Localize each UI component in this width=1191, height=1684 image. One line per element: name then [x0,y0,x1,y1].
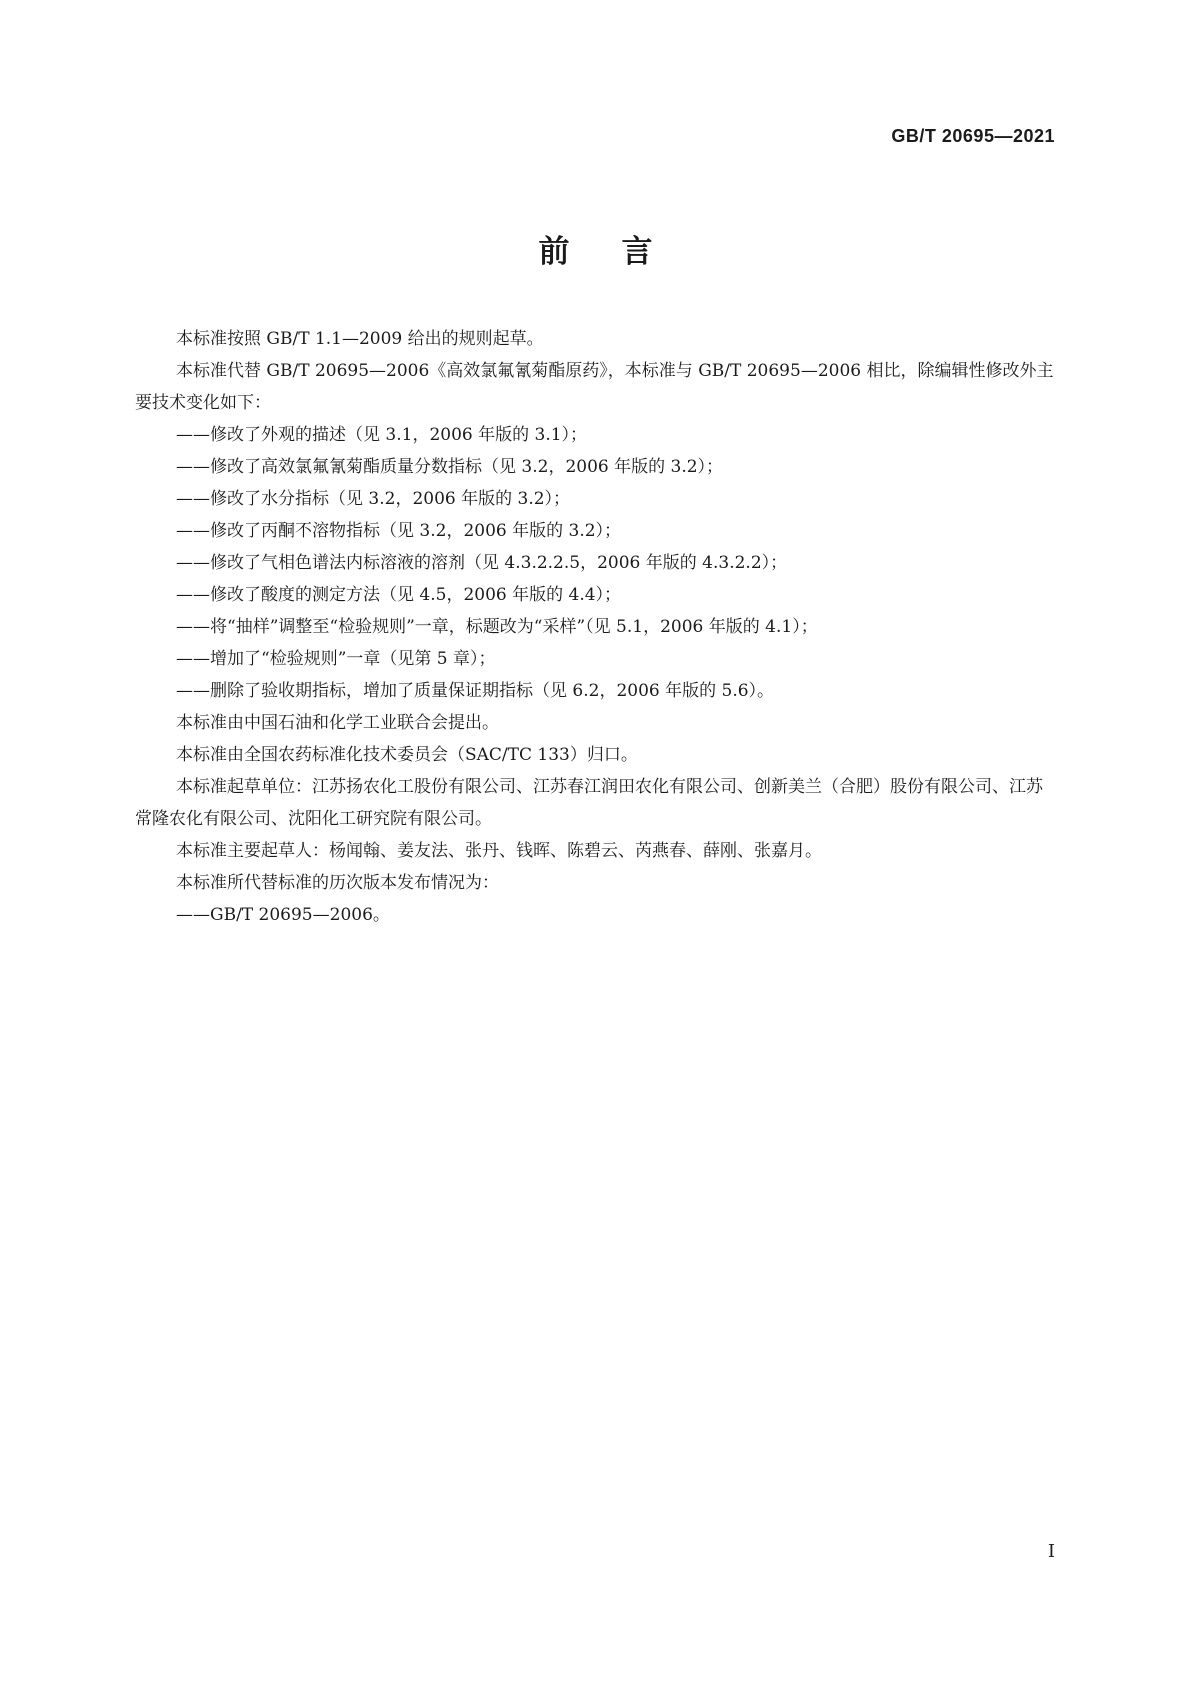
change-item: ——删除了验收期指标，增加了质量保证期指标（见 6.2，2006 年版的 5.6）。 [176,681,775,701]
paragraph: 本标准代替 GB/T 20695—2006《高效氯氟氰菊酯原药》，本标准与 GB/T 20695—2006 相比，除编辑性修改外主要技术变化如下： [135,361,1054,413]
standard-code: GB/T 20695—2021 [891,126,1055,146]
paragraph: 本标准由全国农药标准化技术委员会（SAC/TC 133）归口。 [176,745,638,765]
paragraph: 本标准起草单位：江苏扬农化工股份有限公司、江苏春江润田农化有限公司、创新美兰（合肥）股份有限公司、江苏常隆农化有限公司、沈阳化工研究院有限公司。 [135,777,1043,829]
foreword-body [135,323,1057,931]
change-item: ——修改了丙酮不溶物指标（见 3.2，2006 年版的 3.2）； [176,521,622,541]
paragraph: 本标准按照 GB/T 1.1—2009 给出的规则起草。 [176,329,544,349]
change-item: ——修改了水分指标（见 3.2，2006 年版的 3.2）； [176,489,571,509]
change-item: ——修改了外观的描述（见 3.1，2006 年版的 3.1）； [176,425,588,445]
change-item: ——修改了气相色谱法内标溶液的溶剂（见 4.3.2.2.5，2006 年版的 4.3.2.2）； [176,553,788,573]
paragraph: 本标准由中国石油和化学工业联合会提出。 [176,713,499,733]
paragraph: 本标准主要起草人：杨闻翰、姜友法、张丹、钱晖、陈碧云、芮燕春、薛刚、张嘉月。 [176,841,822,861]
page-number: I [1047,1541,1055,1562]
change-item: ——修改了酸度的测定方法（见 4.5，2006 年版的 4.4）； [176,585,622,605]
change-item: ——将“抽样”调整至“检验规则”一章，标题改为“采样”（见 5.1，2006 年版的 4.1）； [176,617,818,637]
paragraph: 本标准所代替标准的历次版本发布情况为： [176,873,499,893]
change-item: ——增加了“检验规则”一章（见第 5 章）； [176,649,496,669]
history-item: ——GB/T 20695—2006。 [176,905,390,925]
page-title: 前言 [538,234,705,270]
change-item: ——修改了高效氯氟氰菊酯质量分数指标（见 3.2，2006 年版的 3.2）； [176,457,724,477]
